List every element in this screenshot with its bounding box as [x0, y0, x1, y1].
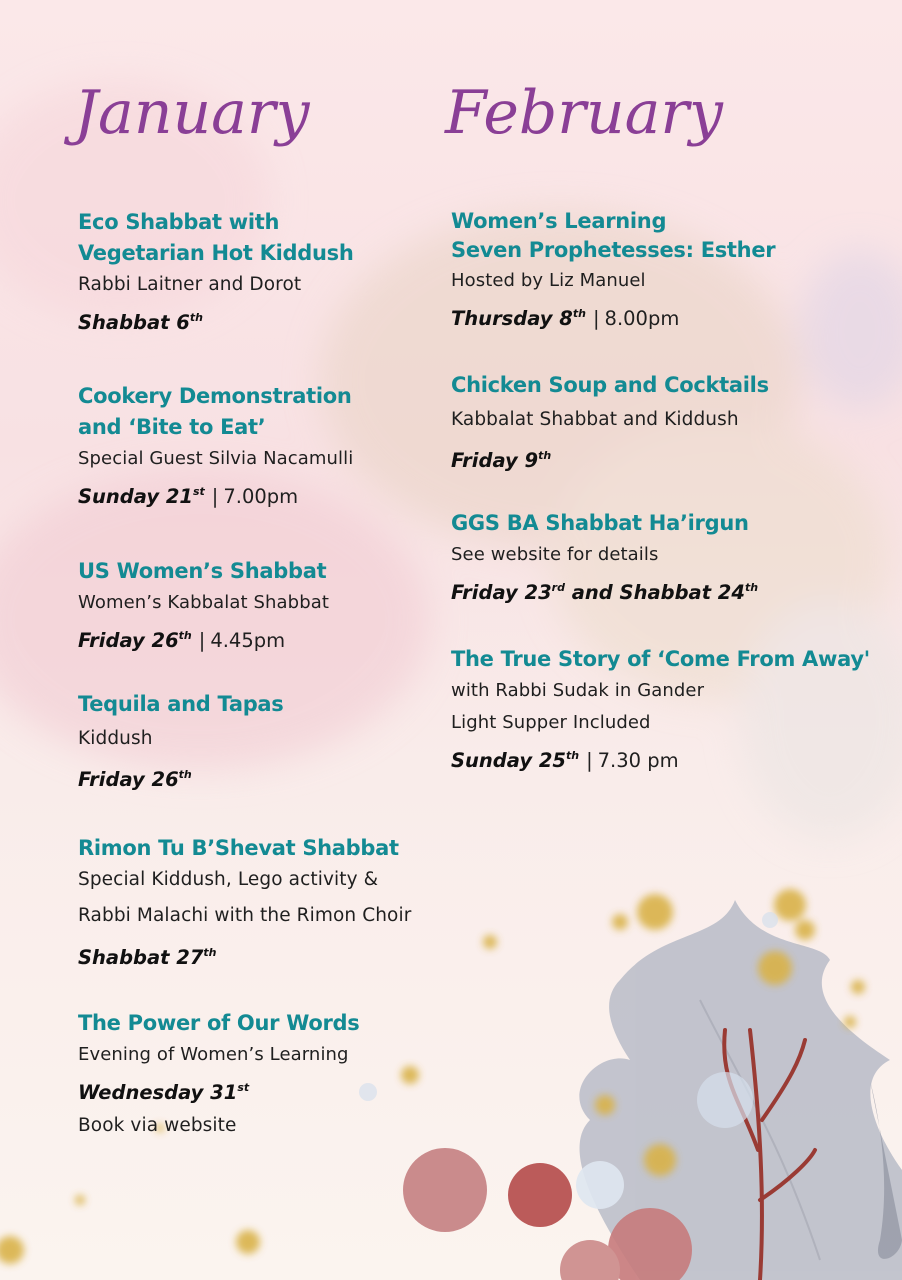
event-date: Thursday 8th | 8.00pm — [451, 307, 680, 330]
event-detail: See website for details — [451, 544, 659, 565]
event-title: Tequila and Tapas — [78, 692, 284, 716]
event-rimon-tu-bshevat — [78, 833, 411, 975]
event-come-from-away — [451, 644, 870, 778]
event-title: Rimon Tu B’Shevat Shabbat — [78, 836, 399, 860]
event-chicken-soup-cocktails — [451, 370, 769, 478]
event-detail: Book via website — [78, 1115, 237, 1136]
event-tequila-and-tapas — [78, 689, 284, 797]
event-ggs-ba-shabbat — [451, 508, 758, 610]
event-eco-shabbat — [78, 207, 354, 340]
event-date: Wednesday 31st — [78, 1081, 250, 1104]
event-title: Cookery Demonstration — [78, 384, 352, 408]
event-date: Friday 9th — [451, 449, 552, 472]
event-title: The Power of Our Words — [78, 1011, 360, 1035]
event-power-of-our-words — [78, 1008, 359, 1142]
event-title: and ‘Bite to Eat’ — [78, 415, 266, 439]
event-title: Chicken Soup and Cocktails — [451, 373, 769, 397]
event-title: The True Story of ‘Come From Away' — [451, 647, 870, 671]
event-title: Women’s Learning — [451, 209, 667, 233]
event-date: Friday 26th — [78, 768, 192, 791]
event-title: Vegetarian Hot Kiddush — [78, 241, 354, 265]
event-detail: Evening of Women’s Learning — [78, 1044, 349, 1065]
event-date: Shabbat 27th — [78, 946, 217, 969]
event-detail: Kabbalat Shabbat and Kiddush — [451, 409, 739, 430]
event-detail: Women’s Kabbalat Shabbat — [78, 592, 330, 613]
event-title: GGS BA Shabbat Ha’irgun — [451, 511, 749, 535]
event-cookery-demonstration — [78, 381, 353, 514]
event-detail: Rabbi Laitner and Dorot — [78, 274, 302, 295]
event-detail: Special Guest Silvia Nacamulli — [78, 448, 354, 469]
event-title: Eco Shabbat with — [78, 210, 280, 234]
event-detail: with Rabbi Sudak in Gander — [451, 680, 705, 701]
event-detail: Kiddush — [78, 728, 153, 749]
event-title: Seven Prophetesses: Esther — [451, 238, 776, 262]
month-heading-february: February — [445, 78, 723, 148]
event-detail: Rabbi Malachi with the Rimon Choir — [78, 905, 412, 926]
event-us-womens-shabbat — [78, 556, 329, 658]
event-date: Friday 26th | 4.45pm — [78, 629, 286, 652]
event-date: Shabbat 6th — [78, 311, 203, 334]
event-title: US Women’s Shabbat — [78, 559, 327, 583]
event-date: Sunday 21st | 7.00pm — [78, 485, 299, 508]
event-detail: Hosted by Liz Manuel — [451, 270, 646, 291]
event-date: Sunday 25th | 7.30 pm — [451, 749, 679, 772]
event-detail: Light Supper Included — [451, 712, 651, 733]
event-womens-learning — [451, 207, 775, 336]
event-date: Friday 23rd and Shabbat 24th — [451, 581, 759, 604]
event-detail: Special Kiddush, Lego activity & — [78, 869, 379, 890]
month-heading-january: January — [74, 78, 310, 148]
